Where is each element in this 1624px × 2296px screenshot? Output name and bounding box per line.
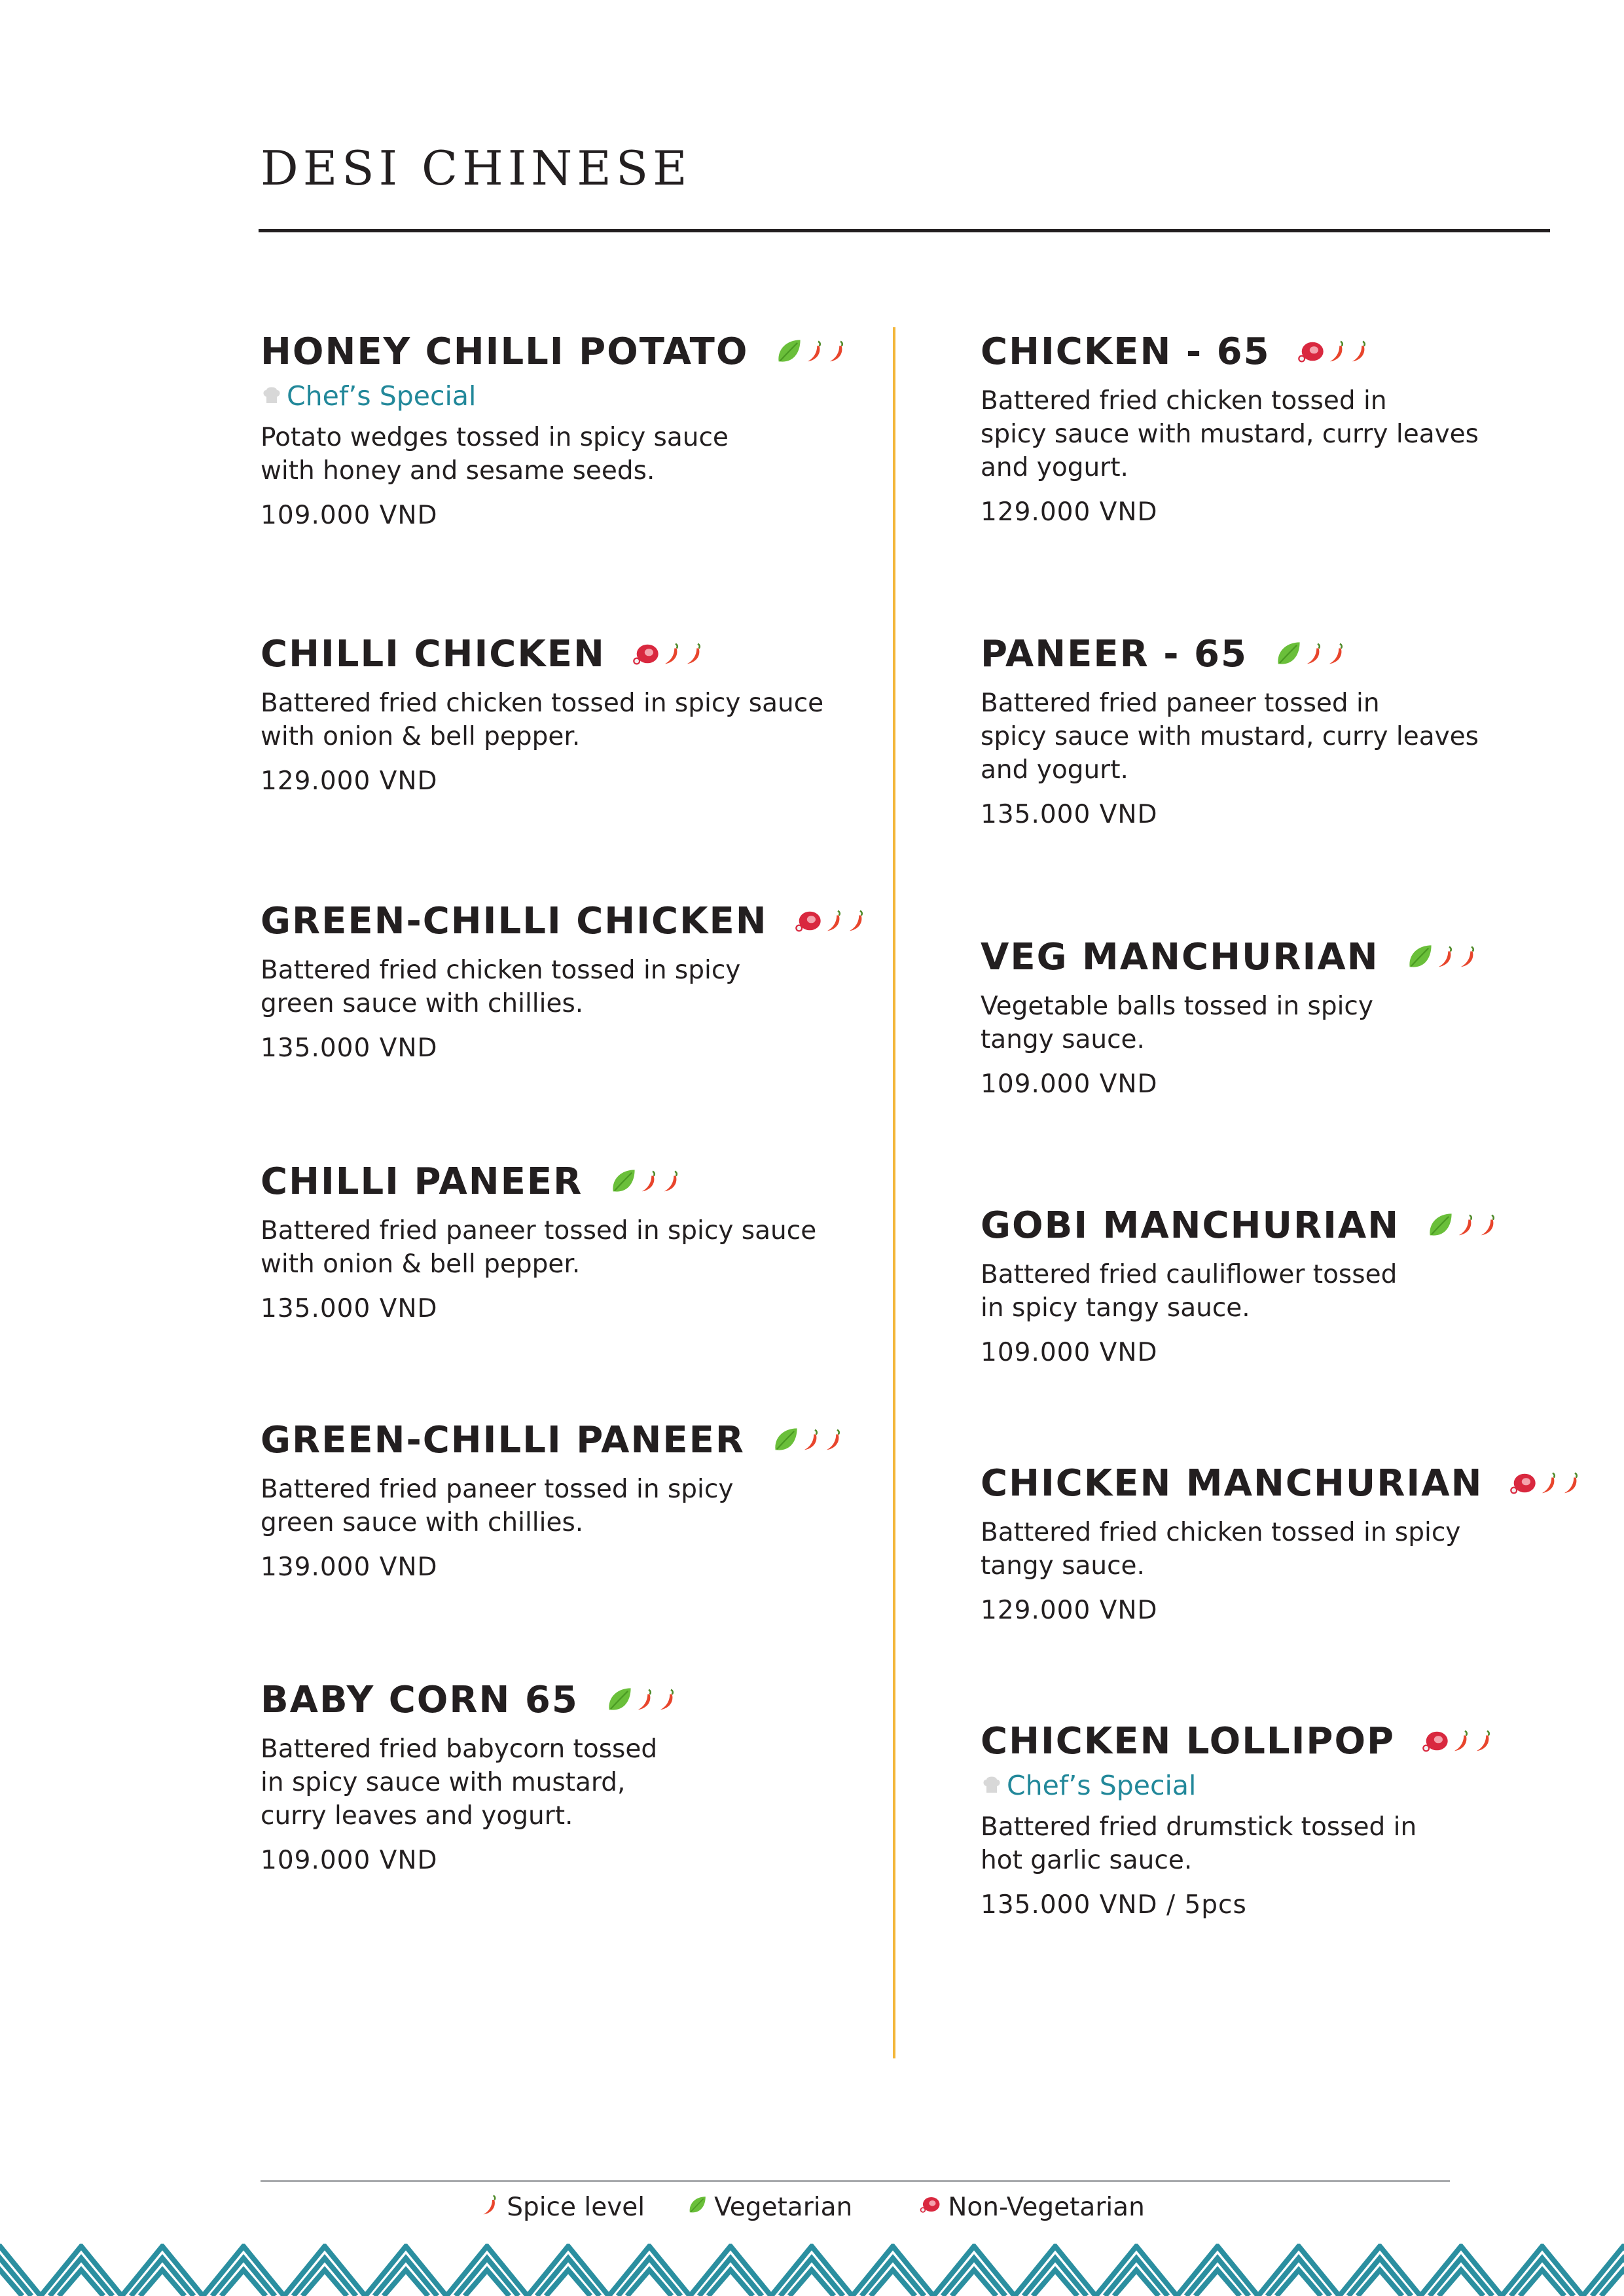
item-icons: [1426, 1211, 1499, 1240]
chili-icon: [1454, 1214, 1477, 1236]
item-icons: [1274, 639, 1347, 668]
chili-icon: [1303, 643, 1325, 665]
item-name: GOBI MANCHURIAN: [981, 1204, 1400, 1247]
item-icons: [1405, 942, 1479, 971]
item-price: 129.000 VND: [981, 497, 1158, 527]
item-icons: [609, 1167, 682, 1196]
leaf-icon: [605, 1685, 634, 1714]
item-name: CHICKEN MANCHURIAN: [981, 1462, 1483, 1505]
chili-icon: [660, 643, 683, 665]
menu-item: [981, 1457, 1624, 1625]
chili-icon: [479, 2193, 500, 2222]
item-header: [981, 325, 1624, 378]
item-price: 135.000 VND / 5pcs: [981, 1890, 1247, 1920]
chili-icon: [638, 1170, 660, 1193]
chili-icon: [1434, 946, 1456, 968]
menu-item: [261, 325, 915, 530]
item-header: [981, 628, 1624, 680]
meat-icon: [794, 906, 823, 935]
menu-item: [261, 628, 915, 796]
chili-icon: [1560, 1472, 1582, 1494]
chili-icon: [660, 1170, 682, 1193]
chili-icon: [656, 1689, 678, 1711]
item-header: [261, 628, 915, 680]
chef-hat-icon: [261, 384, 283, 408]
chef-hat-icon: [981, 1773, 1003, 1798]
chili-icon: [825, 340, 848, 363]
item-name: BABY CORN 65: [261, 1678, 579, 1721]
item-header: [261, 325, 915, 378]
item-header: [981, 1715, 1624, 1767]
item-name: GREEN-CHILLI CHICKEN: [261, 899, 768, 942]
item-description: Battered fried cauliflower tossed in spicy tangy sauce.: [981, 1260, 1398, 1323]
item-description: Battered fried chicken tossed in spicy green sauce with chillies.: [261, 956, 741, 1018]
chili-icon: [1326, 340, 1348, 363]
legend-veg: [687, 2193, 852, 2222]
item-name: CHICKEN LOLLIPOP: [981, 1719, 1396, 1763]
legend-nonveg: [919, 2193, 1145, 2222]
meat-icon: [1509, 1469, 1538, 1498]
item-name: PANEER - 65: [981, 632, 1248, 675]
legend: [0, 2193, 1624, 2222]
menu-item: [981, 325, 1624, 527]
chili-icon: [845, 910, 867, 932]
meat-icon: [632, 639, 660, 668]
leaf-icon: [609, 1167, 638, 1196]
item-name: CHILLI PANEER: [261, 1160, 583, 1203]
menu-item: [981, 1199, 1624, 1367]
item-price: 135.000 VND: [981, 800, 1158, 829]
chef-special-tag: [261, 378, 915, 414]
item-name: VEG MANCHURIAN: [981, 935, 1379, 978]
chili-icon: [1538, 1472, 1560, 1494]
item-description: Battered fried paneer tossed in spicy green sauce with chillies.: [261, 1475, 734, 1537]
chili-icon: [1450, 1730, 1472, 1752]
meat-icon: [919, 2193, 941, 2222]
title-divider: [259, 229, 1550, 232]
item-description: Battered fried paneer tossed in spicy sauce with onion & bell pepper.: [261, 1216, 817, 1279]
item-header: [261, 1155, 915, 1208]
item-price: 129.000 VND: [981, 1596, 1158, 1625]
menu-item: [261, 1674, 915, 1875]
menu-item: [981, 628, 1624, 829]
leaf-icon: [1426, 1211, 1454, 1240]
item-icons: [771, 1426, 844, 1454]
menu-item: [261, 895, 915, 1063]
item-header: [261, 1414, 915, 1466]
item-icons: [1297, 337, 1370, 366]
item-icons: [605, 1685, 678, 1714]
item-price: 135.000 VND: [261, 1033, 438, 1063]
item-description: Battered fried drumstick tossed in hot garlic sauce.: [981, 1812, 1417, 1875]
item-name: CHILLI CHICKEN: [261, 632, 605, 675]
item-header: [981, 1199, 1624, 1251]
menu-item: [261, 1414, 915, 1582]
page-title: DESI CHINESE: [261, 141, 692, 196]
legend-spice-label: Spice level: [507, 2193, 645, 2222]
leaf-icon: [774, 337, 803, 366]
item-description: Battered fried paneer tossed in spicy sauce with mustard, curry leaves and yogurt.: [981, 689, 1479, 785]
item-price: 109.000 VND: [981, 1338, 1158, 1367]
item-header: [261, 1674, 915, 1726]
item-icons: [774, 337, 848, 366]
item-name: GREEN-CHILLI PANEER: [261, 1418, 745, 1462]
chili-icon: [1348, 340, 1370, 363]
item-price: 139.000 VND: [261, 1552, 438, 1582]
item-icons: [1421, 1727, 1494, 1755]
item-icons: [1509, 1469, 1582, 1498]
menu-item: [981, 1715, 1624, 1920]
item-price: 109.000 VND: [261, 501, 438, 530]
chili-icon: [1456, 946, 1479, 968]
item-header: [981, 1457, 1624, 1509]
chili-icon: [822, 1429, 844, 1451]
leaf-icon: [687, 2193, 708, 2222]
item-price: 109.000 VND: [981, 1069, 1158, 1099]
chili-icon: [1477, 1214, 1499, 1236]
menu-item: [981, 931, 1624, 1099]
chili-icon: [1325, 643, 1347, 665]
item-description: Battered fried chicken tossed in spicy tangy sauce.: [981, 1518, 1461, 1581]
legend-divider: [261, 2180, 1450, 2182]
leaf-icon: [1274, 639, 1303, 668]
leaf-icon: [1405, 942, 1434, 971]
item-price: 135.000 VND: [261, 1294, 438, 1323]
item-icons: [794, 906, 867, 935]
item-description: Battered fried chicken tossed in spicy sauce with mustard, curry leaves and yogurt.: [981, 386, 1479, 482]
chili-icon: [823, 910, 845, 932]
leaf-icon: [771, 1426, 800, 1454]
chef-special-label: Chef’s Special: [1007, 1770, 1197, 1801]
chili-icon: [803, 340, 825, 363]
chili-icon: [683, 643, 705, 665]
item-description: Potato wedges tossed in spicy sauce with honey and sesame seeds.: [261, 423, 729, 486]
meat-icon: [1421, 1727, 1450, 1755]
chili-icon: [634, 1689, 656, 1711]
legend-spice: [479, 2193, 645, 2222]
legend-veg-label: Vegetarian: [714, 2193, 853, 2222]
item-icons: [632, 639, 705, 668]
meat-icon: [1297, 337, 1326, 366]
item-description: Battered fried babycorn tossed in spicy sauce with mustard, curry leaves and yogurt.: [261, 1734, 658, 1831]
chef-special-tag: [981, 1767, 1624, 1804]
menu-item: [261, 1155, 915, 1323]
item-price: 109.000 VND: [261, 1846, 438, 1875]
chef-special-label: Chef’s Special: [287, 380, 477, 412]
item-name: HONEY CHILLI POTATO: [261, 330, 749, 373]
legend-nonveg-label: Non-Vegetarian: [948, 2193, 1145, 2222]
decorative-border-pattern: [0, 2244, 1624, 2296]
item-header: [981, 931, 1624, 983]
chili-icon: [800, 1429, 822, 1451]
item-description: Vegetable balls tossed in spicy tangy sauce.: [981, 992, 1373, 1054]
item-name: CHICKEN - 65: [981, 330, 1271, 373]
chili-icon: [1472, 1730, 1494, 1752]
item-description: Battered fried chicken tossed in spicy sauce with onion & bell pepper.: [261, 689, 824, 751]
item-header: [261, 895, 915, 947]
item-price: 129.000 VND: [261, 766, 438, 796]
